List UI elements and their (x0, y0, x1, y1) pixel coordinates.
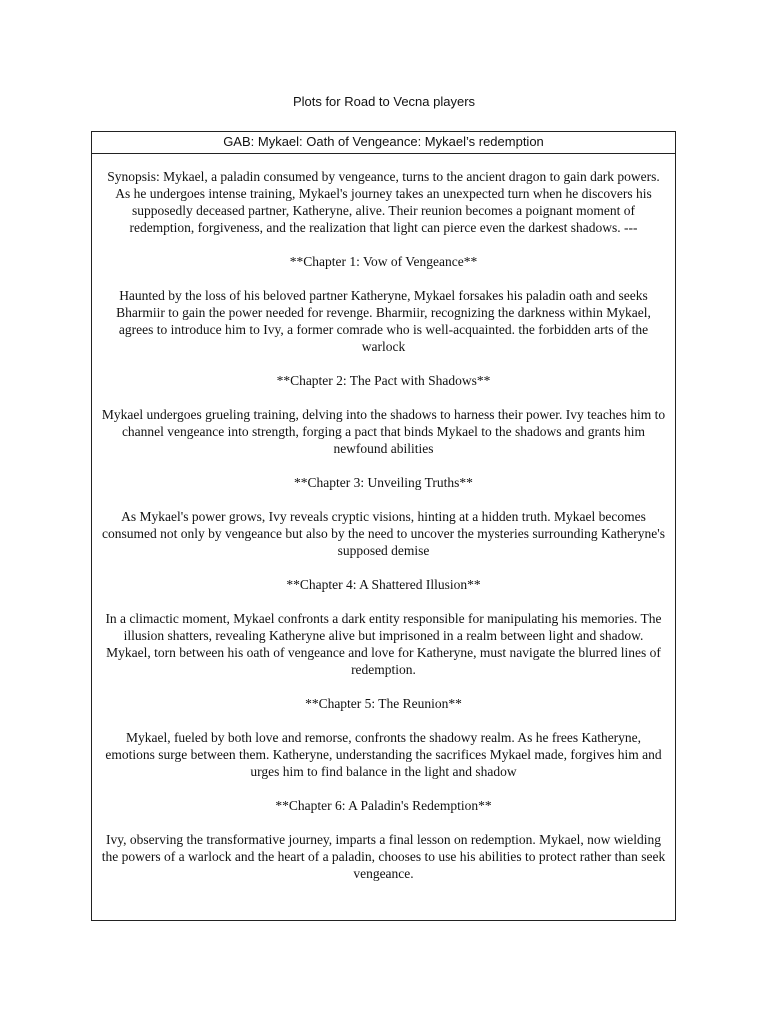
chapter-heading: **Chapter 1: Vow of Vengeance** (289, 254, 478, 269)
chapter-paragraph: Mykael, fueled by both love and remorse, confronts the shadowy realm. As he frees Katheryne, emotions surge between them. Katheryne, understanding the sacrifices Mykael made, forgives him and urges him to find balance in the light and shadow (105, 730, 662, 779)
synopsis-paragraph: Synopsis: Mykael, a paladin consumed by vengeance, turns to the ancient dragon to gain dark powers. As he undergoes intense training, Mykael's journey takes an unexpected turn when he discovers his supposedly deceased partner, Katheryne, alive. Their reunion becomes a poignant moment of redemption, forgiveness, and the realization that light can pierce even the darkest shadows. --- (107, 169, 660, 235)
table-body (92, 154, 675, 882)
chapter-paragraph: In a climactic moment, Mykael confronts a dark entity responsible for manipulating his memories. The illusion shatters, revealing Katheryne alive but imprisoned in a realm between light and shadow. Mykael, torn between his oath of vengeance and love for Katheryne, must navigate the blurred lines of redemption. (105, 611, 662, 677)
chapter-heading: **Chapter 3: Unveiling Truths** (294, 475, 473, 490)
table-header: GAB: Mykael: Oath of Vengeance: Mykael’s redemption (92, 132, 675, 154)
chapter-paragraph: As Mykael's power grows, Ivy reveals cryptic visions, hinting at a hidden truth. Mykael becomes consumed not only by vengeance but also by the need to uncover the mysteries surrounding Katheryne's supposed demise (102, 509, 665, 558)
chapter-heading: **Chapter 6: A Paladin's Redemption** (275, 798, 492, 813)
chapter-heading: **Chapter 2: The Pact with Shadows** (276, 373, 491, 388)
plot-table (91, 131, 676, 921)
chapter-paragraph: Ivy, observing the transformative journey, imparts a final lesson on redemption. Mykael, now wielding the powers of a warlock and the heart of a paladin, chooses to use his abilities to protect rather than seek vengeance. (101, 832, 666, 881)
page-title: Plots for Road to Vecna players (292, 94, 476, 109)
chapter-heading: **Chapter 4: A Shattered Illusion** (286, 577, 481, 592)
chapter-paragraph: Mykael undergoes grueling training, delving into the shadows to harness their power. Ivy teaches him to channel vengeance into strength, forging a pact that binds Mykael to the shadows and grants him newfound abilities (101, 407, 666, 456)
chapter-paragraph: Haunted by the loss of his beloved partner Katheryne, Mykael forsakes his paladin oath and seeks Bharmiir to gain the power needed for revenge. Bharmiir, recognizing the darkness within Mykael, agrees to introduce him to Ivy, a former comrade who is well-acquainted. the forbidden arts of the warlock (116, 288, 651, 354)
chapter-heading: **Chapter 5: The Reunion** (305, 696, 462, 711)
